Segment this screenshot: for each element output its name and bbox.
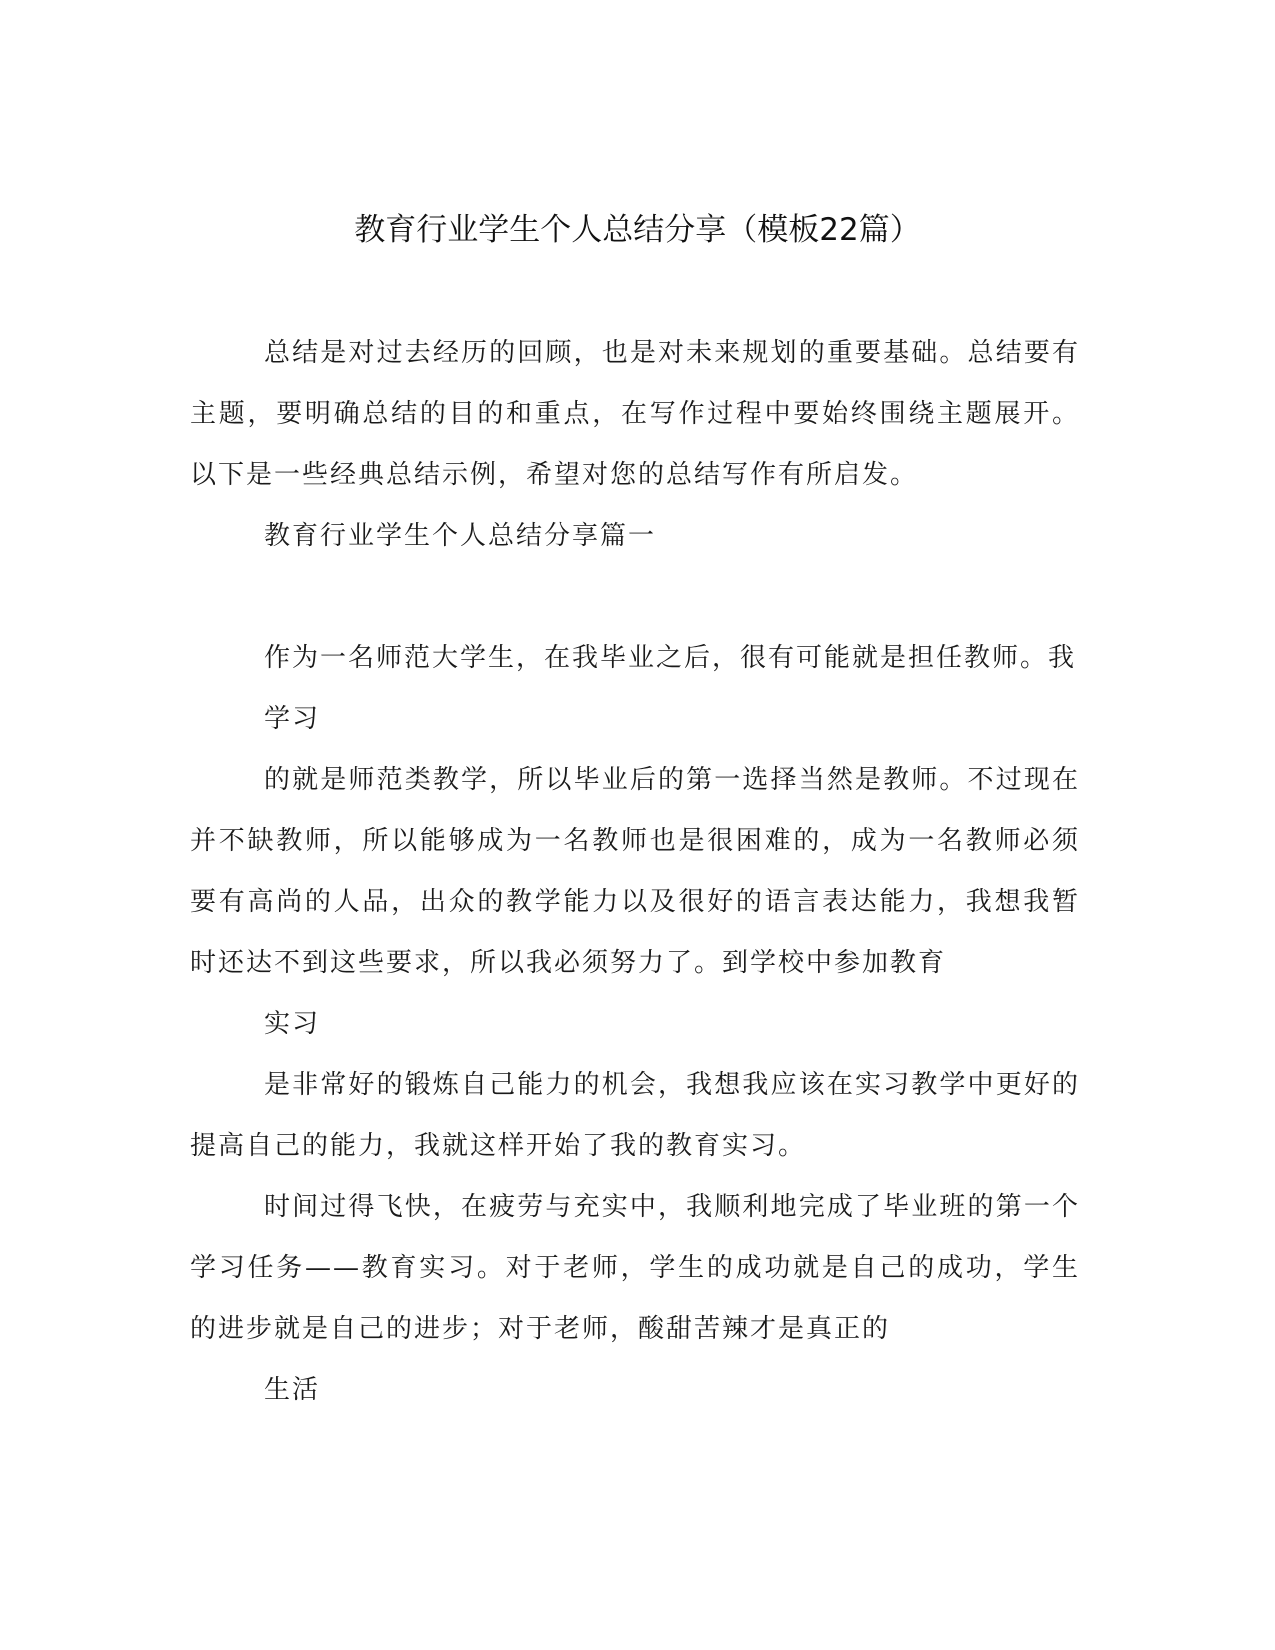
document-body — [190, 323, 1080, 1421]
body-paragraph: 实习 — [264, 1009, 321, 1039]
body-paragraph: 的就是师范类教学，所以毕业后的第一选择当然是教师。不过现在并不缺教师，所以能够成为一名教师也是很困难的，成为一名教师必须要有高尚的人品，出众的教学能力以及很好的语言表达能力，我想我暂时还达不到这些要求，所以我必须努力了。到学校中参加教育 — [190, 765, 1080, 978]
body-paragraph: 作为一名师范大学生，在我毕业之后，很有可能就是担任教师。我 — [264, 643, 1077, 673]
document-title: 教育行业学生个人总结分享（模板22篇） — [354, 212, 921, 248]
body-paragraph: 是非常好的锻炼自己能力的机会，我想我应该在实习教学中更好的提高自己的能力，我就这样开始了我的教育实习。 — [190, 1070, 1080, 1161]
body-paragraph: 生活 — [264, 1375, 321, 1405]
body-paragraph: 时间过得飞快，在疲劳与充实中，我顺利地完成了毕业班的第一个学习任务——教育实习。对于老师，学生的成功就是自己的成功，学生的进步就是自己的进步；对于老师，酸甜苦辣才是真正的 — [190, 1192, 1080, 1344]
intro-paragraph: 总结是对过去经历的回顾，也是对未来规划的重要基础。总结要有主题，要明确总结的目的和重点，在写作过程中要始终围绕主题展开。以下是一些经典总结示例，希望对您的总结写作有所启发。 — [190, 338, 1080, 490]
section-heading: 教育行业学生个人总结分享篇一 — [264, 521, 657, 551]
body-paragraph: 学习 — [264, 704, 321, 734]
